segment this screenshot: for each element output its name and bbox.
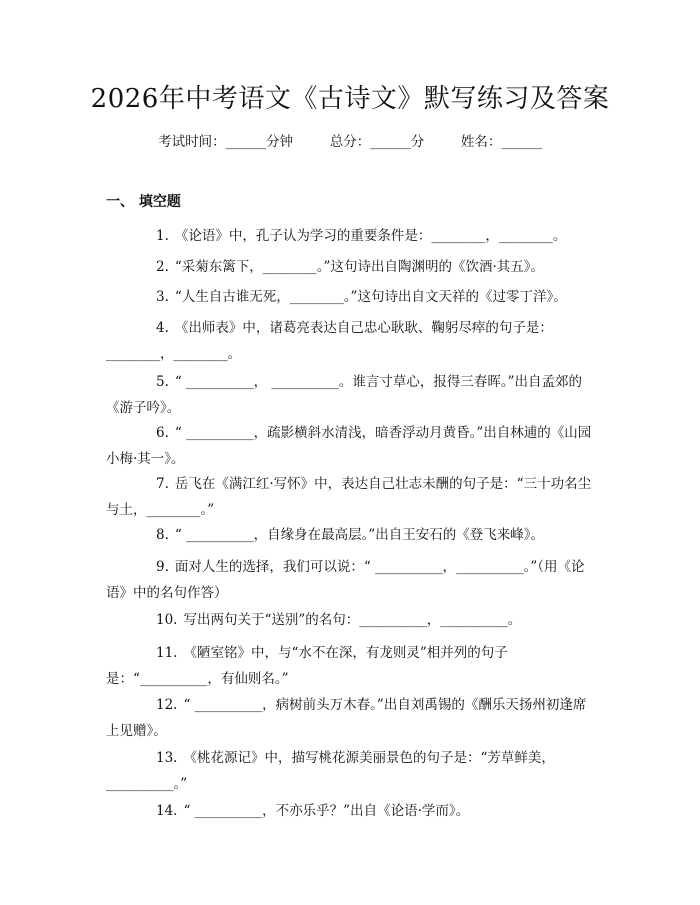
- question-text: 《桃花源记》中，描写桃花源美丽景色的句子是：“芳草鲜美，__________。”: [106, 750, 555, 792]
- question-item: [106, 554, 592, 606]
- question-text: “人生自古谁无死，________。”这句诗出自文天祥的《过零丁洋》。: [174, 289, 567, 305]
- question-text: “ __________，自缘身在最高层。”出自王安石的《登飞来峰》。: [174, 527, 544, 543]
- question-number: 13.: [156, 750, 178, 766]
- question-item: [106, 315, 592, 367]
- question-text: 面对人生的选择，我们可以说：“ __________，__________。”（用《论语》中的名句作答）: [106, 559, 585, 601]
- question-text: 《陋室铭》中，与“水不在深，有龙则灵”相并列的句子是：“__________，有仙则名。”: [106, 645, 508, 687]
- question-text: “ __________，病树前头万木春。”出自刘禹锡的《酬乐天扬州初逢席上见赠》。: [106, 697, 587, 739]
- question-number: 7.: [156, 476, 169, 492]
- exam-name: 姓名：______: [460, 134, 542, 150]
- question-item: [106, 798, 592, 824]
- question-number: 12.: [156, 697, 178, 713]
- question-text: 岳飞在《满江红·写怀》中，表达自己壮志未酬的句子是：“三十功名尘与土，________。”: [106, 476, 592, 518]
- page-title: 2026年中考语文《古诗文》默写练习及答案: [90, 84, 610, 114]
- question-item: [106, 369, 592, 421]
- question-text: 写出两句关于“送别”的名句：__________，__________。: [183, 612, 522, 628]
- question-item: [106, 223, 592, 249]
- question-item: [106, 640, 592, 692]
- question-number: 6.: [156, 425, 169, 441]
- question-number: 5.: [156, 374, 169, 390]
- question-text: “采菊东篱下，________。”这句诗出自陶渊明的《饮酒·其五》。: [174, 259, 544, 275]
- exam-time: 考试时间：______分钟: [158, 134, 294, 150]
- question-number: 3.: [156, 289, 169, 305]
- question-number: 2.: [156, 259, 169, 275]
- question-text: “ __________，不亦乐乎？”出自《论语·学而》。: [183, 803, 470, 819]
- question-item: [106, 607, 592, 633]
- question-text: 《出师表》中，诸葛亮表达自己忠心耿耿、鞠躬尽瘁的句子是：________，________。: [106, 320, 553, 362]
- question-item: [106, 471, 592, 523]
- exam-score: 总分：______分: [329, 134, 425, 150]
- question-text: “ __________，疏影横斜水清浅，暗香浮动月黄昏。”出自林逋的《山园小梅·其一》。: [106, 425, 592, 467]
- section-title: 一、 填空题: [106, 194, 181, 210]
- question-item: [106, 692, 592, 744]
- question-number: 1.: [156, 228, 169, 244]
- question-item: [106, 420, 592, 472]
- question-number: 14.: [156, 803, 178, 819]
- question-text: “ __________， __________。谁言寸草心，报得三春晖。”出自孟郊的《游子吟》。: [106, 374, 583, 416]
- question-number: 9.: [156, 559, 169, 575]
- question-text: 《论语》中，孔子认为学习的重要条件是：________，________。: [174, 228, 567, 244]
- question-item: [106, 745, 592, 797]
- question-number: 11.: [156, 645, 178, 661]
- question-number: 4.: [156, 320, 169, 336]
- question-item: [106, 284, 592, 310]
- question-item: [106, 522, 592, 548]
- question-number: 10.: [156, 612, 178, 628]
- exam-meta: [0, 132, 700, 152]
- question-number: 8.: [156, 527, 169, 543]
- question-item: [106, 254, 592, 280]
